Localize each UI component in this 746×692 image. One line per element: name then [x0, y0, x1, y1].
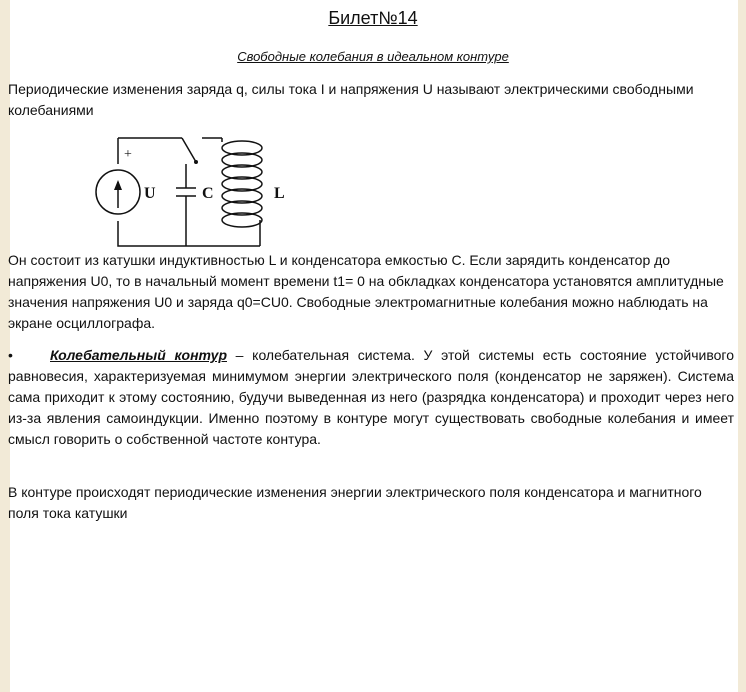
lc-circuit-diagram [82, 108, 302, 256]
definition-term: Колебательный контур [50, 347, 227, 363]
switch-pivot [194, 160, 198, 164]
inductor-coil [222, 141, 262, 227]
intro-paragraph: Периодические изменения заряда q, силы тока I и напряжения U называют электрическими свободными колебаниями [8, 81, 694, 118]
definition-paragraph [8, 345, 734, 450]
circuit-description: Он состоит из катушки индуктивностью L и конденсатора емкостью C. Если зарядить конденсатор до напряжения U0, то в начальный момент времени t1= 0 на обкладках конденсатора установятся амплитудные значения напряжения U0 и заряда q0=CU0. Свободные электромагнитные колебания можно наблюдать на экране осциллографа. [8, 252, 724, 331]
switch-blade [182, 138, 196, 162]
energy-paragraph: В контуре происходят периодические изменения энергии электрического поля конденсатора и магнитного поля тока катушки [8, 484, 702, 521]
capacitor-label: C [202, 185, 214, 202]
source-voltage-label: U [144, 185, 156, 202]
ticket-title: Билет№14 [328, 8, 418, 28]
inductor-label: L [274, 185, 285, 202]
definition-body: – колебательная система. У этой системы есть состояние устойчивого равновесия, характеризуемая минимумом энергии электрического поля (конденсатор не заряжен). Система сама приходит к этому состоянию, будучи выведенная из него (разрядка конденсатора) и проходит через него из-за явления самоиндукции. Именно поэтому в контуре могут существовать свободные колебания и имеет смысл говорить о собственной частоте контура. [8, 347, 734, 447]
right-decorative-stripe [738, 0, 746, 692]
source-plus-label: + [124, 147, 132, 162]
bullet: • [8, 347, 13, 363]
topic-subtitle: Свободные колебания в идеальном контуре [237, 49, 509, 64]
source-arrow [114, 180, 122, 190]
circuit-wire-left-bottom [118, 221, 260, 246]
